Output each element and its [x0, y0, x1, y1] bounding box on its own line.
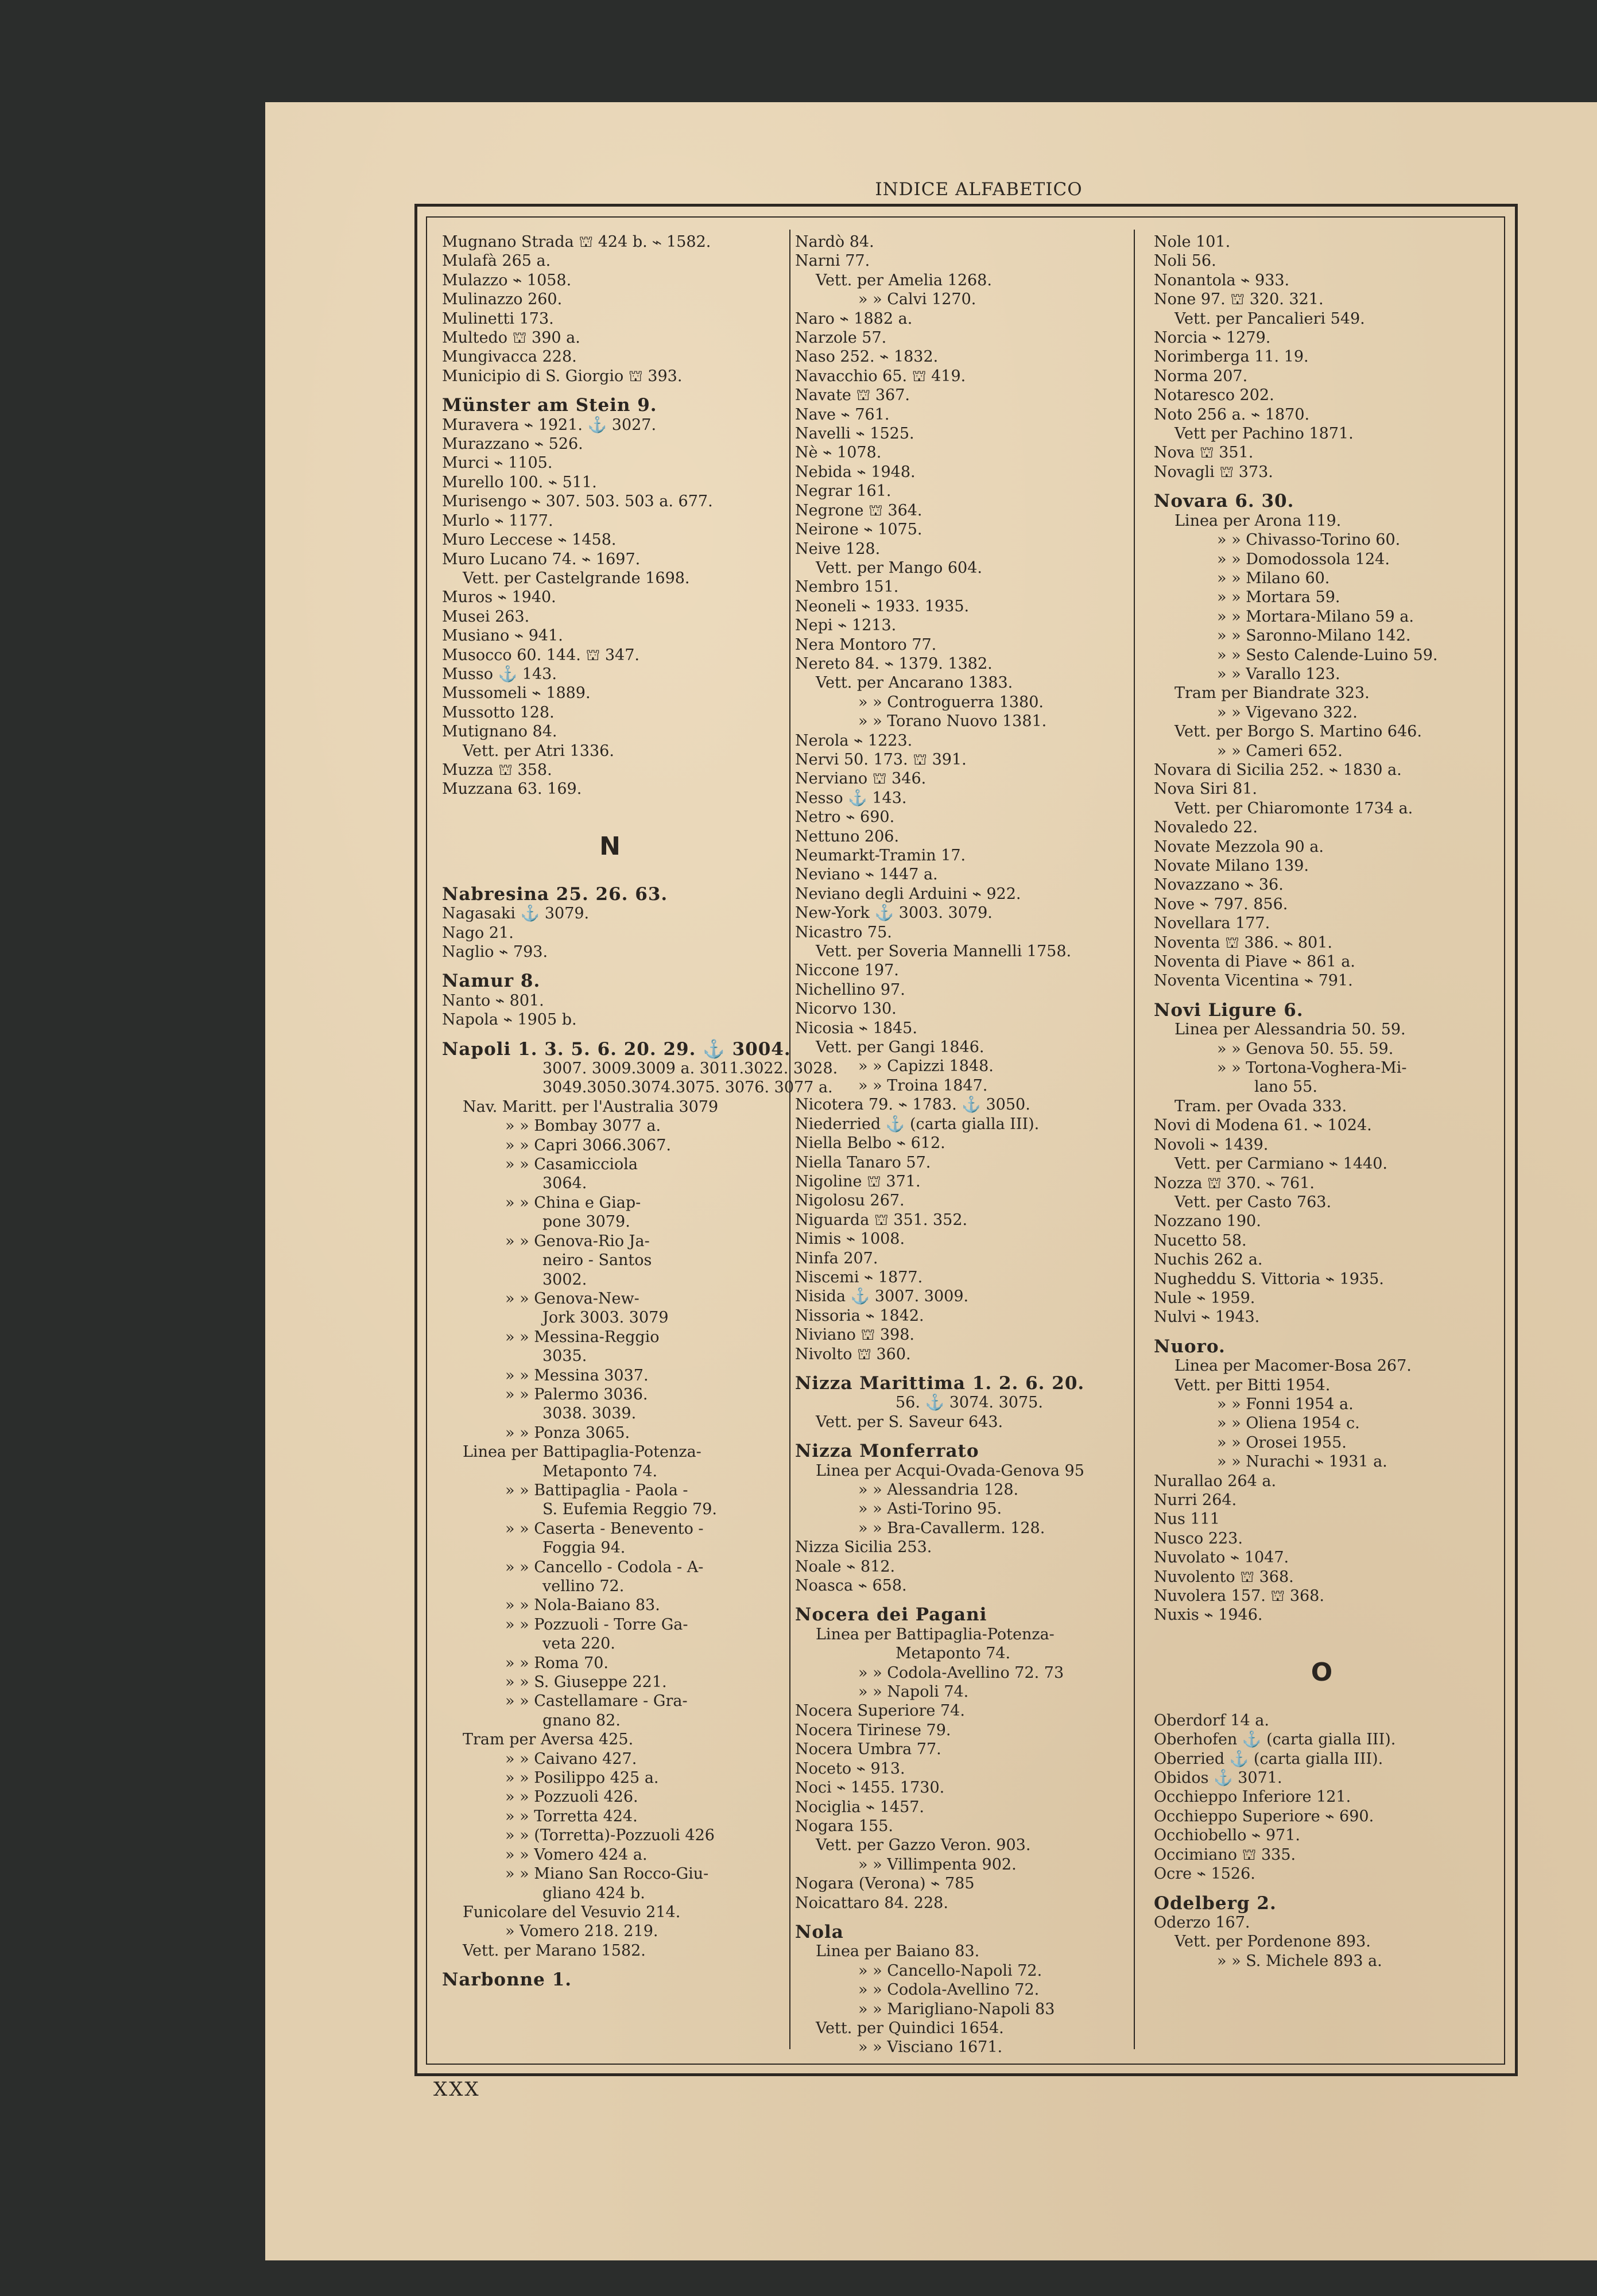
- index-entry: gliano 424 b.: [542, 1884, 645, 1902]
- index-entry: Nave ⌁ 761.: [795, 405, 890, 424]
- index-entry: 3007. 3009.3009 a. 3011.3022. 3028.: [542, 1060, 838, 1078]
- index-entry: Nova ⛫ 351.: [1154, 444, 1254, 462]
- index-entry: » » Messina-Reggio: [505, 1328, 660, 1346]
- index-entry: Musei 263.: [442, 607, 530, 626]
- index-entry: Linea per Alessandria 50. 59.: [1175, 1021, 1406, 1039]
- index-entry: Oberried ⚓ (carta gialla III).: [1154, 1750, 1383, 1768]
- index-entry: Novagli ⛫ 373.: [1154, 463, 1273, 481]
- index-entry: Vett. per Pordenone 893.: [1175, 1933, 1371, 1951]
- index-entry: Nugheddu S. Vittoria ⌁ 1935.: [1154, 1270, 1384, 1288]
- index-entry: Novaledo 22.: [1154, 819, 1258, 837]
- index-entry: Nanto ⌁ 801.: [442, 991, 544, 1010]
- index-entry: Nocera Umbra 77.: [795, 1740, 941, 1759]
- index-entry: Naro ⌁ 1882 a.: [795, 309, 913, 328]
- index-entry: » » China e Giap-: [505, 1193, 641, 1212]
- index-entry: Nembro 151.: [795, 578, 899, 596]
- index-entry: » » Cameri 652.: [1217, 742, 1343, 760]
- index-entry: Neumarkt-Tramin 17.: [795, 847, 966, 864]
- index-entry: Linea per Acqui-Ovada-Genova 95: [816, 1461, 1084, 1480]
- index-entry: Nicosia ⌁ 1845.: [795, 1019, 917, 1037]
- index-entry: Vett. per Chiaromonte 1734 a.: [1175, 799, 1413, 817]
- index-entry: » » S. Michele 893 a.: [1217, 1952, 1382, 1970]
- index-entry: Mulinazzo 260.: [442, 290, 563, 309]
- index-heading: Nuoro.: [1154, 1336, 1226, 1357]
- index-entry: Noventa di Piave ⌁ 861 a.: [1154, 953, 1355, 971]
- index-entry: Novate Milano 139.: [1154, 857, 1309, 875]
- index-entry: » » Miano San Rocco-Giu-: [505, 1865, 709, 1883]
- index-entry: Nociglia ⌁ 1457.: [795, 1798, 925, 1816]
- index-entry: Oberdorf 14 a.: [1154, 1711, 1269, 1729]
- index-entry: » » Messina 3037.: [505, 1366, 649, 1384]
- index-entry: » » Fonni 1954 a.: [1217, 1395, 1354, 1413]
- index-entry: » » Tortona-Voghera-Mi-: [1217, 1059, 1407, 1077]
- index-entry: Tram per Aversa 425.: [463, 1731, 634, 1749]
- index-entry: Noventa ⛫ 386. ⌁ 801.: [1154, 933, 1332, 952]
- index-entry: Murisengo ⌁ 307. 503. 503 a. 677.: [442, 492, 713, 511]
- index-entry: » » Bombay 3077 a.: [505, 1117, 661, 1135]
- index-entry: Niella Belbo ⌁ 612.: [795, 1134, 945, 1153]
- index-entry: » » Villimpenta 902.: [858, 1855, 1017, 1874]
- index-entry: Novate Mezzola 90 a.: [1154, 837, 1324, 856]
- index-entry: » » Pozzuoli 426.: [505, 1788, 638, 1806]
- index-entry: Nozzano 190.: [1154, 1212, 1261, 1231]
- index-entry: Napola ⌁ 1905 b.: [442, 1011, 577, 1029]
- index-entry: Novara di Sicilia 252. ⌁ 1830 a.: [1154, 761, 1402, 779]
- index-entry: 3002.: [542, 1270, 587, 1289]
- index-entry: New-York ⚓ 3003. 3079.: [795, 904, 993, 922]
- index-entry: Occhiobello ⌁ 971.: [1154, 1826, 1300, 1845]
- index-entry: » » Codola-Avellino 72.: [858, 1981, 1040, 1999]
- index-entry: Muros ⌁ 1940.: [442, 588, 556, 607]
- index-entry: Vett. per Gangi 1846.: [816, 1038, 984, 1057]
- index-entry: » » Cancello-Napoli 72.: [858, 1961, 1042, 1980]
- index-entry: Netro ⌁ 690.: [795, 808, 895, 827]
- index-entry: Nove ⌁ 797. 856.: [1154, 895, 1288, 913]
- index-entry: Occhieppo Superiore ⌁ 690.: [1154, 1807, 1374, 1825]
- index-entry: » » S. Giuseppe 221.: [505, 1673, 667, 1692]
- index-entry: Vett. per Ancarano 1383.: [816, 674, 1013, 692]
- index-entry: » » Genova 50. 55. 59.: [1217, 1040, 1394, 1058]
- index-entry: Mulafà 265 a.: [442, 252, 551, 270]
- index-entry: Linea per Arona 119.: [1175, 511, 1342, 530]
- index-entry: Vett. per Carmiano ⌁ 1440.: [1175, 1155, 1387, 1173]
- index-entry: Nichellino 97.: [795, 980, 905, 999]
- index-entry: Nicorvo 130.: [795, 1000, 897, 1018]
- index-entry: Navelli ⌁ 1525.: [795, 425, 914, 443]
- index-entry: Vett. per Pancalieri 549.: [1175, 309, 1365, 328]
- index-entry: Nuchis 262 a.: [1154, 1251, 1263, 1269]
- index-entry: Linea per Battipaglia-Potenza-: [463, 1443, 701, 1461]
- index-entry: Oberhofen ⚓ (carta gialla III).: [1154, 1731, 1396, 1749]
- index-entry: Niscemi ⌁ 1877.: [795, 1268, 923, 1286]
- index-entry: Nerviano ⛫ 346.: [795, 770, 927, 788]
- index-entry: Nucetto 58.: [1154, 1231, 1247, 1250]
- index-entry: Muro Leccese ⌁ 1458.: [442, 531, 617, 549]
- index-entry: » » Caserta - Benevento -: [505, 1519, 704, 1538]
- index-heading: Nizza Marittima 1. 2. 6. 20.: [795, 1372, 1085, 1394]
- index-entry: » » Casamicciola: [505, 1155, 638, 1174]
- index-entry: Nole 101.: [1154, 233, 1231, 251]
- index-heading: Nabresina 25. 26. 63.: [442, 883, 668, 905]
- index-entry: Naso 252. ⌁ 1832.: [795, 348, 939, 366]
- index-entry: None 97. ⛫ 320. 321.: [1154, 290, 1324, 309]
- index-entry: » » Saronno-Milano 142.: [1217, 627, 1411, 645]
- index-entry: Neirone ⌁ 1075.: [795, 521, 922, 539]
- index-entry: » » Varallo 123.: [1217, 665, 1340, 683]
- index-entry: Noto 256 a. ⌁ 1870.: [1154, 405, 1310, 424]
- index-entry: Nigolosu 267.: [795, 1192, 905, 1210]
- index-entry: Occhieppo Inferiore 121.: [1154, 1788, 1351, 1806]
- index-entry: Nettuno 206.: [795, 827, 900, 846]
- index-entry: Norma 207.: [1154, 367, 1248, 385]
- index-entry: » » Ponza 3065.: [505, 1424, 630, 1442]
- index-entry: Mutignano 84.: [442, 723, 557, 741]
- index-entry: Metaponto 74.: [896, 1645, 1011, 1663]
- index-entry: Noasca ⌁ 658.: [795, 1577, 907, 1595]
- index-entry: Neviano ⌁ 1447 a.: [795, 866, 938, 884]
- index-entry: Nesso ⚓ 143.: [795, 789, 907, 807]
- index-entry: Linea per Baiano 83.: [816, 1942, 980, 1961]
- index-entry: Ninfa 207.: [795, 1249, 878, 1267]
- index-entry: Nusco 223.: [1154, 1529, 1243, 1548]
- index-entry: » » Napoli 74.: [858, 1683, 969, 1701]
- index-entry: Linea per Macomer-Bosa 267.: [1175, 1357, 1412, 1375]
- index-entry: Murlo ⌁ 1177.: [442, 511, 553, 530]
- index-entry: Nule ⌁ 1959.: [1154, 1289, 1255, 1307]
- index-entry: Ocre ⌁ 1526.: [1154, 1865, 1255, 1883]
- index-entry: lano 55.: [1254, 1078, 1317, 1096]
- index-heading: Novi Ligure 6.: [1154, 999, 1304, 1021]
- index-entry: Nardò 84.: [795, 233, 874, 251]
- index-entry: Nulvi ⌁ 1943.: [1154, 1308, 1260, 1327]
- index-column-3: [1154, 232, 1490, 1971]
- index-entry: Nocera Superiore 74.: [795, 1702, 965, 1720]
- index-entry: » » Milano 60.: [1217, 569, 1330, 587]
- index-entry: » » Genova-Rio Ja-: [505, 1232, 650, 1250]
- index-entry: Noci ⌁ 1455. 1730.: [795, 1779, 945, 1797]
- index-entry: Noli 56.: [1154, 252, 1216, 270]
- index-entry: Niella Tanaro 57.: [795, 1153, 931, 1172]
- index-entry: Obidos ⚓ 3071.: [1154, 1769, 1282, 1787]
- index-entry: Mulazzo ⌁ 1058.: [442, 271, 572, 289]
- index-entry: Norcia ⌁ 1279.: [1154, 329, 1271, 347]
- index-entry: Negrar 161.: [795, 482, 891, 501]
- index-entry: pone 3079.: [542, 1213, 630, 1231]
- index-entry: Nereto 84. ⌁ 1379. 1382.: [795, 654, 993, 673]
- index-entry: » » Posilippo 425 a.: [505, 1769, 659, 1787]
- index-entry: » » Bra-Cavallerm. 128.: [858, 1519, 1045, 1537]
- index-entry: Nonantola ⌁ 933.: [1154, 271, 1290, 289]
- index-entry: » » Cancello - Codola - A-: [505, 1558, 704, 1576]
- index-entry: » » Vomero 424 a.: [505, 1845, 648, 1864]
- index-entry: Negrone ⛫ 364.: [795, 501, 922, 519]
- index-entry: » » Calvi 1270.: [858, 290, 976, 309]
- index-entry: » » Roma 70.: [505, 1654, 609, 1672]
- index-entry: vellino 72.: [542, 1577, 625, 1595]
- index-entry: 3049.3050.3074.3075. 3076. 3077 a.: [542, 1079, 833, 1097]
- index-entry: » » Caivano 427.: [505, 1750, 637, 1768]
- index-entry: » » Sesto Calende-Luino 59.: [1217, 646, 1438, 664]
- index-entry: Nuvolato ⌁ 1047.: [1154, 1549, 1289, 1567]
- index-entry: Noventa Vicentina ⌁ 791.: [1154, 972, 1353, 990]
- index-entry: Metaponto 74.: [542, 1462, 658, 1480]
- index-entry: Murazzano ⌁ 526.: [442, 435, 583, 453]
- index-entry: » » Mortara-Milano 59 a.: [1217, 607, 1414, 626]
- index-entry: Nizza Sicilia 253.: [795, 1538, 932, 1557]
- index-heading: Nizza Monferrato: [795, 1441, 979, 1462]
- index-entry: Mussomeli ⌁ 1889.: [442, 684, 591, 703]
- index-entry: Vett. per S. Saveur 643.: [816, 1413, 1003, 1431]
- index-entry: » » Orosei 1955.: [1217, 1433, 1347, 1452]
- index-entry: Mussotto 128.: [442, 703, 555, 722]
- index-entry: Nus 111: [1154, 1510, 1220, 1529]
- index-entry: » » Domodossola 124.: [1217, 550, 1390, 568]
- index-entry: Noicattaro 84. 228.: [795, 1894, 948, 1912]
- index-entry: Nago 21.: [442, 924, 514, 942]
- index-entry: » » Visciano 1671.: [858, 2038, 1003, 2057]
- index-entry: 3064.: [542, 1174, 587, 1193]
- index-entry: Nuvolera 157. ⛫ 368.: [1154, 1587, 1324, 1605]
- index-entry: Nav. Maritt. per l'Australia 3079: [463, 1097, 719, 1116]
- index-entry: Notaresco 202.: [1154, 386, 1274, 405]
- index-entry: Nisida ⚓ 3007. 3009.: [795, 1287, 969, 1306]
- index-entry: » » Nola-Baiano 83.: [505, 1596, 660, 1615]
- index-entry: Nigoline ⛫ 371.: [795, 1172, 921, 1190]
- index-entry: » » Controguerra 1380.: [858, 693, 1044, 711]
- index-entry: Oderzo 167.: [1154, 1913, 1250, 1932]
- index-heading: Napoli 1. 3. 5. 6. 20. 29. ⚓ 3004.: [442, 1038, 791, 1060]
- index-entry: » » Capizzi 1848.: [858, 1057, 994, 1076]
- index-heading: Nocera dei Pagani: [795, 1604, 987, 1626]
- index-entry: Muzza ⛫ 358.: [442, 761, 552, 779]
- index-entry: » » (Torretta)-Pozzuoli 426: [505, 1826, 715, 1845]
- index-entry: Muro Lucano 74. ⌁ 1697.: [442, 550, 641, 568]
- index-entry: Nera Montoro 77.: [795, 635, 937, 654]
- index-entry: Neive 128.: [795, 540, 881, 558]
- index-entry: Nogara (Verona) ⌁ 785: [795, 1875, 975, 1893]
- index-entry: » » Genova-New-: [505, 1289, 639, 1308]
- column-divider-2: [1134, 230, 1135, 2049]
- index-entry: » » Capri 3066.3067.: [505, 1136, 671, 1154]
- index-entry: gnano 82.: [542, 1711, 621, 1729]
- index-entry: Nozza ⛫ 370. ⌁ 761.: [1154, 1174, 1315, 1192]
- index-heading: Novara 6. 30.: [1154, 491, 1294, 512]
- index-entry: Vett. per Marano 1582.: [463, 1941, 646, 1960]
- index-entry: Niederried ⚓ (carta gialla III).: [795, 1115, 1040, 1133]
- index-heading: Nola: [795, 1921, 844, 1942]
- index-entry: 56. ⚓ 3074. 3075.: [896, 1394, 1043, 1412]
- index-entry: Musocco 60. 144. ⛫ 347.: [442, 646, 639, 664]
- index-entry: Linea per Battipaglia-Potenza-: [816, 1625, 1055, 1643]
- index-entry: » » Pozzuoli - Torre Ga-: [505, 1615, 688, 1634]
- index-entry: » » Vigevano 322.: [1217, 703, 1358, 722]
- index-entry: Nurri 264.: [1154, 1491, 1237, 1509]
- index-entry: Nova Siri 81.: [1154, 780, 1258, 798]
- index-entry: » » Troina 1847.: [858, 1076, 988, 1095]
- index-entry: Mungivacca 228.: [442, 348, 577, 366]
- index-entry: » Vomero 218. 219.: [505, 1922, 658, 1941]
- index-entry: Mulinetti 173.: [442, 309, 554, 328]
- index-entry: Nervi 50. 173. ⛫ 391.: [795, 750, 967, 769]
- index-entry: veta 220.: [542, 1635, 615, 1653]
- index-entry: » » Nurachi ⌁ 1931 a.: [1217, 1453, 1387, 1471]
- index-entry: Novazzano ⌁ 36.: [1154, 876, 1284, 894]
- index-entry: Vett. per Gazzo Veron. 903.: [816, 1836, 1031, 1855]
- index-entry: Nicastro 75.: [795, 923, 892, 941]
- index-entry: Nimis ⌁ 1008.: [795, 1230, 905, 1248]
- section-letter: N: [599, 831, 621, 861]
- index-entry: » » Asti-Torino 95.: [858, 1500, 1002, 1518]
- index-entry: Musiano ⌁ 941.: [442, 627, 563, 645]
- index-entry: Nicotera 79. ⌁ 1783. ⚓ 3050.: [795, 1096, 1030, 1114]
- index-entry: Muzzana 63. 169.: [442, 780, 582, 798]
- index-entry: » » Alessandria 128.: [858, 1481, 1019, 1499]
- index-entry: Vett. per Castelgrande 1698.: [463, 569, 690, 587]
- index-entry: » » Torretta 424.: [505, 1807, 638, 1825]
- index-entry: Niguarda ⛫ 351. 352.: [795, 1211, 968, 1229]
- section-letter: O: [1311, 1657, 1333, 1687]
- index-entry: Novi di Modena 61. ⌁ 1024.: [1154, 1116, 1372, 1135]
- index-entry: Funicolare del Vesuvio 214.: [463, 1903, 681, 1921]
- index-entry: S. Eufemia Reggio 79.: [542, 1500, 717, 1519]
- index-entry: Vett. per Bitti 1954.: [1175, 1376, 1331, 1394]
- index-entry: Niviano ⛫ 398.: [795, 1326, 914, 1344]
- index-entry: Nogara 155.: [795, 1817, 893, 1835]
- index-entry: Murello 100. ⌁ 511.: [442, 473, 597, 491]
- index-entry: Musso ⚓ 143.: [442, 665, 557, 683]
- index-entry: Norimberga 11. 19.: [1154, 348, 1309, 366]
- index-heading: Namur 8.: [442, 971, 541, 992]
- index-entry: Navacchio 65. ⛫ 419.: [795, 367, 966, 385]
- index-entry: Municipio di S. Giorgio ⛫ 393.: [442, 367, 683, 385]
- index-entry: Vett per Pachino 1871.: [1175, 425, 1354, 443]
- index-entry: Vett. per Borgo S. Martino 646.: [1175, 723, 1422, 741]
- index-entry: Tram per Biandrate 323.: [1175, 684, 1370, 703]
- index-heading: Münster am Stein 9.: [442, 395, 657, 416]
- index-entry: Narzole 57.: [795, 329, 887, 347]
- index-entry: » » Codola-Avellino 72. 73: [858, 1663, 1064, 1682]
- index-entry: Vett. per Quindici 1654.: [816, 2019, 1004, 2037]
- index-heading: Narbonne 1.: [442, 1969, 572, 1991]
- index-entry: Mugnano Strada ⛫ 424 b. ⌁ 1582.: [442, 233, 711, 251]
- index-entry: Vett. per Soveria Mannelli 1758.: [816, 943, 1072, 961]
- index-entry: Vett. per Amelia 1268.: [816, 271, 992, 289]
- index-entry: Murci ⌁ 1105.: [442, 454, 553, 472]
- index-entry: Nissoria ⌁ 1842.: [795, 1306, 924, 1325]
- index-entry: Niccone 197.: [795, 961, 899, 980]
- index-entry: 3038. 3039.: [542, 1405, 637, 1423]
- index-entry: Nuxis ⌁ 1946.: [1154, 1606, 1263, 1624]
- index-entry: Vett. per Atri 1336.: [463, 742, 614, 760]
- index-entry: » » Marigliano-Napoli 83: [858, 2000, 1055, 2018]
- index-entry: Noale ⌁ 812.: [795, 1557, 896, 1576]
- index-entry: Nuvolento ⛫ 368.: [1154, 1568, 1294, 1586]
- index-column-2: [795, 232, 1131, 2057]
- page-header: INDICE ALFABETICO: [875, 179, 1083, 200]
- index-entry: Nebida ⌁ 1948.: [795, 463, 916, 481]
- index-entry: Neviano degli Arduini ⌁ 922.: [795, 885, 1021, 903]
- index-entry: Naglio ⌁ 793.: [442, 943, 548, 961]
- page-number: XXX: [433, 2078, 480, 2101]
- index-entry: Vett. per Mango 604.: [816, 559, 982, 577]
- index-entry: Occimiano ⛫ 335.: [1154, 1845, 1296, 1864]
- index-entry: Nivolto ⛫ 360.: [795, 1345, 911, 1363]
- index-entry: Muravera ⌁ 1921. ⚓ 3027.: [442, 416, 657, 434]
- index-entry: » » Torano Nuovo 1381.: [858, 712, 1047, 731]
- index-entry: Multedo ⛫ 390 a.: [442, 329, 580, 347]
- index-entry: » » Chivasso-Torino 60.: [1217, 531, 1401, 549]
- column-divider-1: [789, 230, 790, 2049]
- index-entry: Nerola ⌁ 1223.: [795, 731, 913, 750]
- index-entry: Nocera Tirinese 79.: [795, 1721, 951, 1739]
- index-entry: » » Palermo 3036.: [505, 1385, 648, 1403]
- index-entry: » » Castellamare - Gra-: [505, 1692, 688, 1711]
- index-entry: Neoneli ⌁ 1933. 1935.: [795, 597, 970, 615]
- index-entry: Nepi ⌁ 1213.: [795, 616, 897, 635]
- index-entry: Jork 3003. 3079: [542, 1309, 669, 1327]
- index-entry: Novellara 177.: [1154, 914, 1270, 933]
- index-entry: » » Mortara 59.: [1217, 588, 1340, 607]
- index-entry: Noceto ⌁ 913.: [795, 1759, 905, 1778]
- index-entry: » » Battipaglia - Paola -: [505, 1481, 688, 1499]
- index-entry: Nurallao 264 a.: [1154, 1472, 1277, 1490]
- index-entry: » » Oliena 1954 c.: [1217, 1414, 1360, 1433]
- index-heading: Odelberg 2.: [1154, 1892, 1277, 1914]
- index-entry: Nè ⌁ 1078.: [795, 444, 882, 462]
- index-entry: Foggia 94.: [542, 1539, 626, 1557]
- index-entry: Tram. per Ovada 333.: [1175, 1097, 1347, 1115]
- index-entry: Nagasaki ⚓ 3079.: [442, 905, 590, 923]
- index-entry: Vett. per Casto 763.: [1175, 1193, 1332, 1211]
- index-entry: 3035.: [542, 1347, 587, 1366]
- index-entry: Narni 77.: [795, 252, 870, 270]
- index-entry: neiro - Santos: [542, 1251, 652, 1270]
- index-entry: Novoli ⌁ 1439.: [1154, 1135, 1269, 1154]
- index-entry: Navate ⛫ 367.: [795, 386, 910, 405]
